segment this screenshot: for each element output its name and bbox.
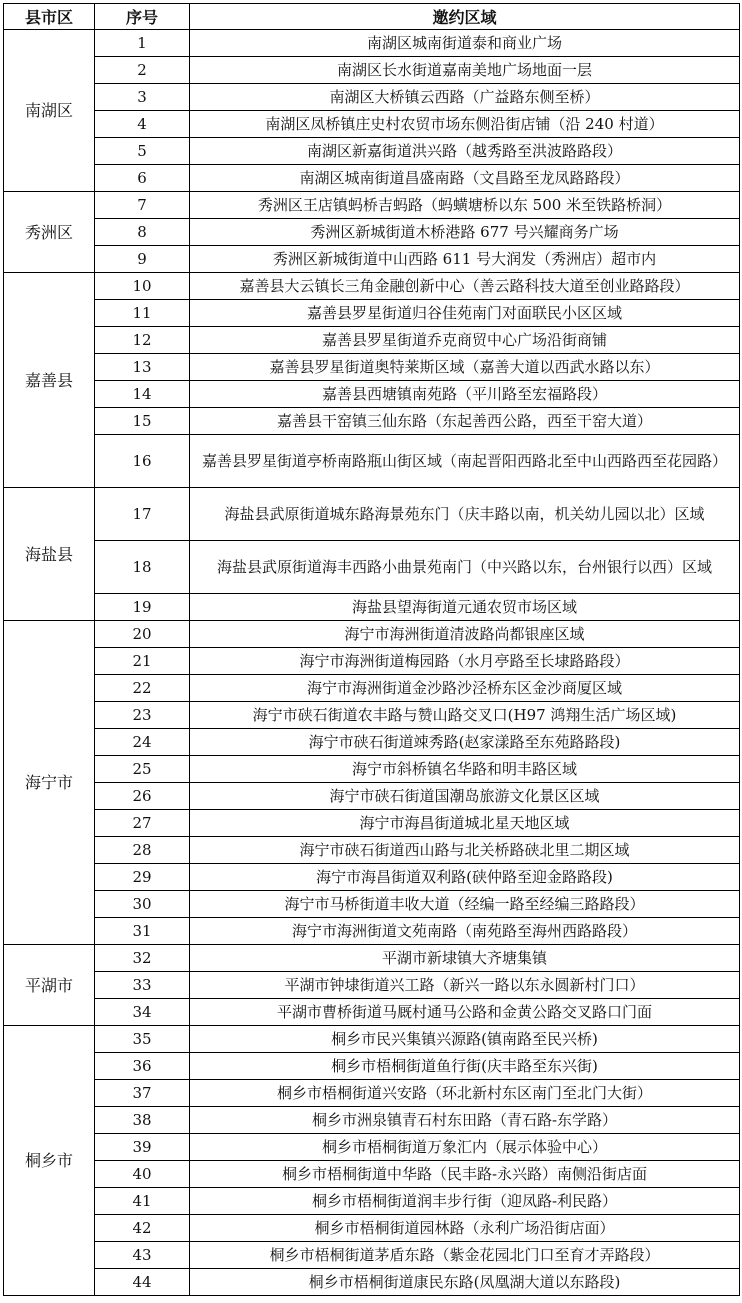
area-cell: 桐乡市梧桐街道园林路（永利广场沿街店面） [190,1215,740,1242]
table-row [4,354,740,381]
area-cell: 南湖区城南街道昌盛南路（文昌路至龙凤路路段） [190,165,740,192]
table-row [4,1053,740,1080]
table-row [4,891,740,918]
number-cell: 2 [95,57,190,84]
number-cell: 34 [95,999,190,1026]
number-cell: 41 [95,1188,190,1215]
area-cell: 平湖市钟埭街道兴工路（新兴一路以东永圆新村门口） [190,972,740,999]
number-cell: 22 [95,675,190,702]
table-row [4,1107,740,1134]
header-area: 邀约区域 [190,4,740,30]
area-cell: 嘉善县西塘镇南苑路（平川路至宏福路段） [190,381,740,408]
table-row [4,541,740,594]
number-cell: 19 [95,594,190,621]
table-row [4,594,740,621]
table-row [4,810,740,837]
table-row [4,1242,740,1269]
table-row [4,381,740,408]
number-cell: 16 [95,435,190,488]
area-cell: 桐乡市梧桐街道万象汇内（展示体验中心） [190,1134,740,1161]
table-row [4,783,740,810]
table-row [4,675,740,702]
table-row [4,111,740,138]
area-cell: 桐乡市梧桐街道中华路（民丰路-永兴路）南侧沿街店面 [190,1161,740,1188]
number-cell: 13 [95,354,190,381]
area-cell: 南湖区大桥镇云西路（广益路东侧至桥） [190,84,740,111]
area-cell: 海宁市硖石街道农丰路与赞山路交叉口(H97 鸿翔生活广场区域) [190,702,740,729]
table-row [4,918,740,945]
table-row [4,30,740,57]
table-row [4,408,740,435]
number-cell: 3 [95,84,190,111]
area-cell: 桐乡市洲泉镇青石村东田路（青石路-东学路） [190,1107,740,1134]
number-cell: 6 [95,165,190,192]
header-row [4,4,740,30]
area-cell: 秀洲区王店镇蚂桥吉蚂路（蚂蟥塘桥以东 500 米至铁路桥洞） [190,192,740,219]
table-row [4,138,740,165]
area-cell: 南湖区新嘉街道洪兴路（越秀路至洪波路路段） [190,138,740,165]
table-row [4,219,740,246]
number-cell: 32 [95,945,190,972]
table-row [4,972,740,999]
area-cell: 海宁市斜桥镇名华路和明丰路区域 [190,756,740,783]
number-cell: 11 [95,300,190,327]
number-cell: 37 [95,1080,190,1107]
number-cell: 8 [95,219,190,246]
number-cell: 5 [95,138,190,165]
number-cell: 4 [95,111,190,138]
number-cell: 7 [95,192,190,219]
table-row [4,945,740,972]
number-cell: 44 [95,1269,190,1296]
number-cell: 43 [95,1242,190,1269]
area-cell: 桐乡市梧桐街道兴安路（环北新村东区南门至北门大街） [190,1080,740,1107]
number-cell: 42 [95,1215,190,1242]
area-cell: 海宁市海洲街道文苑南路（南苑路至海州西路路段） [190,918,740,945]
area-cell: 海宁市海昌街道双利路(硖仲路至迎金路路段) [190,864,740,891]
table-row [4,273,740,300]
number-cell: 38 [95,1107,190,1134]
table-row [4,84,740,111]
table-row [4,57,740,84]
number-cell: 27 [95,810,190,837]
area-cell: 海宁市硖石街道国潮岛旅游文化景区区域 [190,783,740,810]
area-cell: 平湖市新埭镇大齐塘集镇 [190,945,740,972]
table-row [4,1134,740,1161]
table-row [4,756,740,783]
area-cell: 南湖区凤桥镇庄史村农贸市场东侧沿街店铺（沿 240 村道） [190,111,740,138]
number-cell: 35 [95,1026,190,1053]
area-cell: 海盐县武原街道城东路海景苑东门（庆丰路以南，机关幼儿园以北）区域 [190,488,740,541]
table-row [4,837,740,864]
area-cell: 海宁市马桥街道丰收大道（经编一路至经编三路路段） [190,891,740,918]
area-cell: 海宁市硖石街道竦秀路(赵家漾路至东苑路路段) [190,729,740,756]
number-cell: 1 [95,30,190,57]
number-cell: 24 [95,729,190,756]
area-cell: 嘉善县干窑镇三仙东路（东起善西公路，西至干窑大道） [190,408,740,435]
area-cell: 海宁市海洲街道梅园路（水月亭路至长埭路路段） [190,648,740,675]
area-cell: 嘉善县罗星街道奥特莱斯区域（嘉善大道以西武水路以东） [190,354,740,381]
table-row [4,1215,740,1242]
table-body [4,30,740,1296]
county-cell: 南湖区 [4,30,95,192]
area-cell: 海盐县武原街道海丰西路小曲景苑南门（中兴路以东，台州银行以西）区域 [190,541,740,594]
table-row [4,327,740,354]
county-cell: 桐乡市 [4,1026,95,1296]
table-row [4,1269,740,1296]
county-cell: 海盐县 [4,488,95,621]
area-cell: 南湖区长水街道嘉南美地广场地面一层 [190,57,740,84]
number-cell: 18 [95,541,190,594]
area-cell: 嘉善县罗星街道亭桥南路瓶山街区域（南起晋阳西路北至中山西路西至花园路） [190,435,740,488]
number-cell: 39 [95,1134,190,1161]
county-cell: 平湖市 [4,945,95,1026]
area-cell: 桐乡市梧桐街道茅盾东路（紫金花园北门口至育才弄路段） [190,1242,740,1269]
table-row [4,621,740,648]
number-cell: 29 [95,864,190,891]
area-cell: 平湖市曹桥街道马厩村通马公路和金黄公路交叉路口门面 [190,999,740,1026]
area-cell: 桐乡市梧桐街道润丰步行街（迎凤路-利民路） [190,1188,740,1215]
number-cell: 9 [95,246,190,273]
area-cell: 秀洲区新城街道木桥港路 677 号兴耀商务广场 [190,219,740,246]
table-row [4,729,740,756]
table-row [4,300,740,327]
area-cell: 海盐县望海街道元通农贸市场区域 [190,594,740,621]
area-cell: 嘉善县罗星街道归谷佳苑南门对面联民小区区域 [190,300,740,327]
area-cell: 嘉善县罗星街道乔克商贸中心广场沿街商铺 [190,327,740,354]
table-row [4,192,740,219]
number-cell: 33 [95,972,190,999]
invitation-area-table [3,3,740,1296]
area-cell: 海宁市硖石街道西山路与北关桥路硖北里二期区域 [190,837,740,864]
table-row [4,246,740,273]
area-cell: 桐乡市梧桐街道康民东路(凤凰湖大道以东路段) [190,1269,740,1296]
table-row [4,1026,740,1053]
table-row [4,648,740,675]
header-county: 县市区 [4,4,95,30]
area-cell: 海宁市海洲街道金沙路沙泾桥东区金沙商厦区域 [190,675,740,702]
number-cell: 12 [95,327,190,354]
number-cell: 25 [95,756,190,783]
number-cell: 14 [95,381,190,408]
table-row [4,165,740,192]
table-row [4,1080,740,1107]
area-cell: 桐乡市民兴集镇兴源路(镇南路至民兴桥) [190,1026,740,1053]
county-cell: 海宁市 [4,621,95,945]
area-cell: 海宁市海昌街道城北星天地区域 [190,810,740,837]
number-cell: 30 [95,891,190,918]
area-cell: 海宁市海洲街道清波路尚都银座区域 [190,621,740,648]
table-row [4,1188,740,1215]
table-row [4,864,740,891]
number-cell: 31 [95,918,190,945]
table-row [4,1161,740,1188]
area-cell: 桐乡市梧桐街道鱼行街(庆丰路至东兴街) [190,1053,740,1080]
number-cell: 10 [95,273,190,300]
number-cell: 15 [95,408,190,435]
county-cell: 秀洲区 [4,192,95,273]
number-cell: 26 [95,783,190,810]
table-row [4,999,740,1026]
area-cell: 秀洲区新城街道中山西路 611 号大润发（秀洲店）超市内 [190,246,740,273]
table-row [4,488,740,541]
number-cell: 17 [95,488,190,541]
number-cell: 21 [95,648,190,675]
header-number: 序号 [95,4,190,30]
number-cell: 28 [95,837,190,864]
table-row [4,702,740,729]
county-cell: 嘉善县 [4,273,95,488]
area-cell: 南湖区城南街道泰和商业广场 [190,30,740,57]
number-cell: 40 [95,1161,190,1188]
area-cell: 嘉善县大云镇长三角金融创新中心（善云路科技大道至创业路路段） [190,273,740,300]
number-cell: 20 [95,621,190,648]
number-cell: 36 [95,1053,190,1080]
number-cell: 23 [95,702,190,729]
table-row [4,435,740,488]
